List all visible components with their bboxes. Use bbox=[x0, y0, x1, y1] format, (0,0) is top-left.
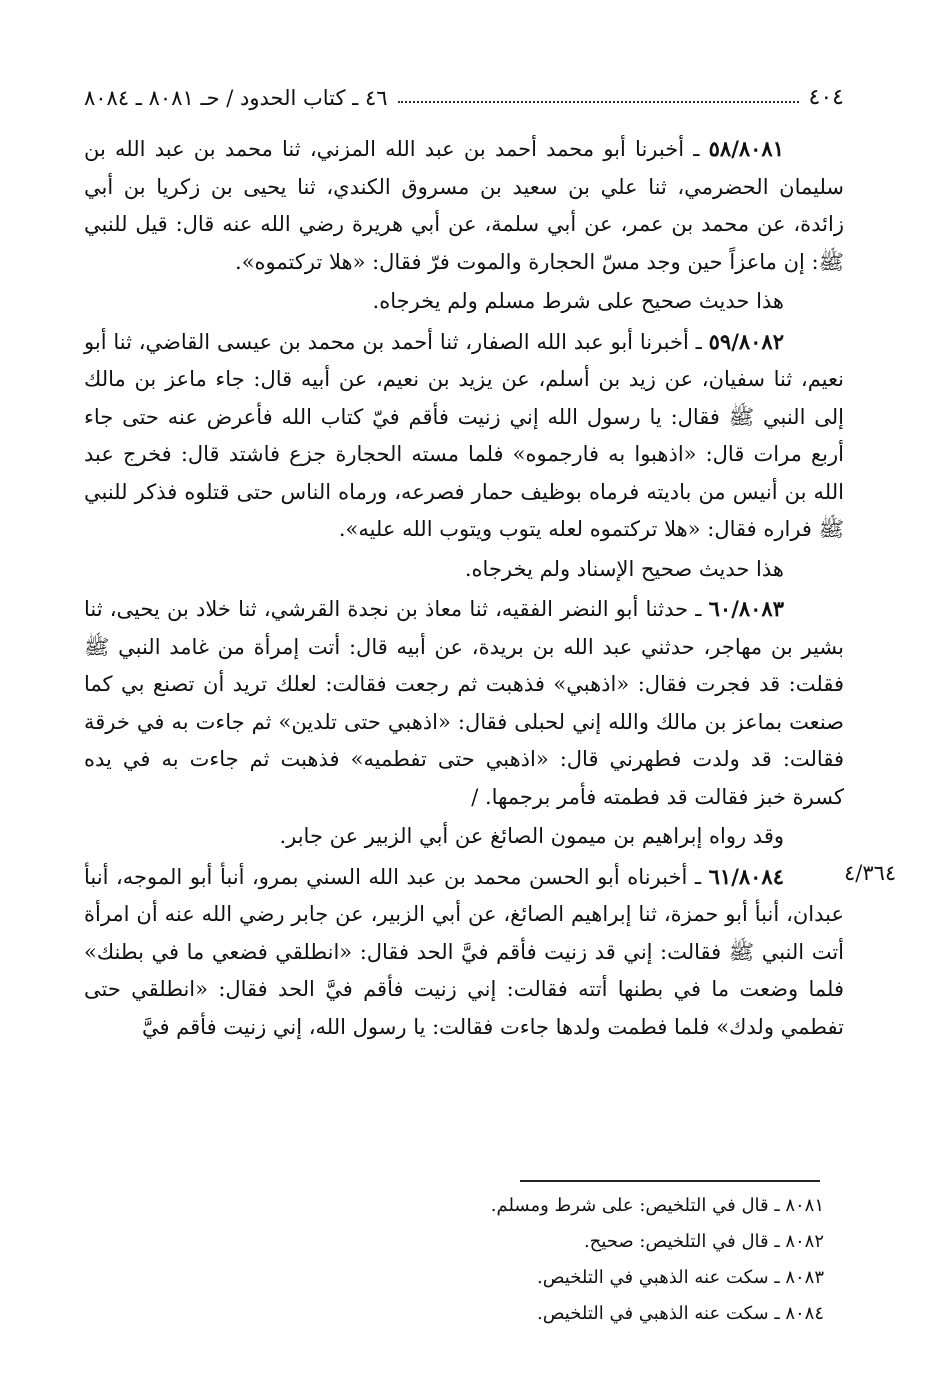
hadith-8083 bbox=[84, 590, 844, 816]
hadith-8084 bbox=[84, 858, 844, 1047]
hadith-text: ـ أخبرنا أبو عبد الله الصفار، ثنا أحمد بن محمد بن عيسى القاضي، ثنا أبو نعيم، ثنا سفيان، عن زيد بن أسلم، عن يزيد بن نعيم، عن أبيه قال: جاء ماعز بن مالك إلى النبي ﷺ فقال: يا رسول الله إني زنيت فأقم فيّ كتاب الله فأعرض عنه حتى جاء أربع مرات قال: «اذهبوا به فارجموه» فلما مسته الحجارة جزع فاشتد قال: فخرج عبد الله بن أنيس من باديته فرماه بوظيف حمار فصرعه، ورماه الناس حتى قتلوه فذكر للنبي ﷺ فراره فقال: «هلا تركتموه لعله يتوب ويتوب الله عليه». bbox=[84, 329, 844, 541]
main-text bbox=[84, 130, 844, 1046]
running-title: ٤٦ ـ كتاب الحدود / حـ ٨٠٨١ ـ ٨٠٨٤ bbox=[84, 86, 388, 110]
margin-page-reference: ٤/٣٦٤ bbox=[844, 861, 897, 885]
grading-text: هذا حديث صحيح على شرط مسلم ولم يخرجاه. bbox=[372, 289, 784, 313]
narration-note bbox=[84, 818, 844, 856]
footnote-8082: ٨٠٨٢ ـ قال في التلخيص: صحيح. bbox=[583, 1231, 824, 1252]
grading-note bbox=[84, 283, 844, 321]
hadith-number: ٦١/٨٠٨٤ bbox=[708, 863, 784, 889]
footnote-8081: ٨٠٨١ ـ قال في التلخيص: على شرط ومسلم. bbox=[490, 1195, 824, 1216]
hadith-number: ٥٩/٨٠٨٢ bbox=[708, 328, 784, 354]
footnote-8083: ٨٠٨٣ ـ سكت عنه الذهبي في التلخيص. bbox=[537, 1267, 824, 1288]
footnote-separator bbox=[520, 1180, 820, 1182]
footnote-8084: ٨٠٨٤ ـ سكت عنه الذهبي في التلخيص. bbox=[537, 1303, 824, 1324]
hadith-text: ـ حدثنا أبو النضر الفقيه، ثنا معاذ بن نجدة القرشي، ثنا خلاد بن يحيى، ثنا بشير بن مهاجر، حدثني عبد الله بن بريدة، عن أبيه قال: أتت إمرأة من غامد النبي ﷺ فقلت: قد فجرت فقال: «اذهبي» فذهبت ثم رجعت فقالت: لعلك تريد أن تصنع بي كما صنعت بماعز بن مالك والله إني لحبلى فقال: «اذهبي حتى تلدين» ثم جاءت به في خرقة فقالت: قد ولدت فطهرني قال: «اذهبي حتى تفطميه» فذهبت ثم جاءت به في يده كسرة خبز فقالت قد فطمته فأمر برجمها. / bbox=[84, 597, 844, 809]
hadith-8081 bbox=[84, 130, 844, 281]
header-dotted-leader bbox=[398, 101, 799, 103]
hadith-number: ٥٨/٨٠٨١ bbox=[708, 136, 784, 161]
narration-text: وقد رواه إبراهيم بن ميمون الصائغ عن أبي الزبير عن جابر. bbox=[279, 824, 784, 848]
footnotes bbox=[84, 1188, 824, 1332]
hadith-text: ـ أخبرناه أبو الحسن محمد بن عبد الله السني بمرو، أنبأ أبو الموجه، أنبأ عبدان، أنبأ أبو حمزة، ثنا إبراهيم الصائغ، عن أبي الزبير، عن جابر رضي الله عنه أن امرأة أتت النبي ﷺ فقالت: إني قد زنيت فأقم فيَّ الحد فقال: «انطلقي فضعي ما في بطنك» فلما وضعت ما في بطنها أتته فقالت: إني زنيت فأقم فيَّ الحد فقال: «انطلقي حتى تفطمي ولدك» فلما فطمت ولدها جاءت فقالت: يا رسول الله، إني زنيت فأقم فيَّ bbox=[84, 864, 844, 1039]
hadith-text: ـ أخبرنا أبو محمد أحمد بن عبد الله المزني، ثنا محمد بن عبد الله بن سليمان الحضرمي، ثنا علي بن سعيد بن مسروق الكندي، ثنا يحيى بن زكريا بن أبي زائدة، عن محمد بن عمر، عن أبي سلمة، عن أبي هريرة رضي الله عنه قال: قيل للنبي ﷺ: إن ماعزاً حين وجد مسّ الحجارة والموت فرّ فقال: «هلا تركتموه». bbox=[84, 137, 844, 274]
hadith-8082 bbox=[84, 323, 844, 549]
hadith-number: ٦٠/٨٠٨٣ bbox=[708, 596, 784, 621]
page-number: ٤٠٤ bbox=[808, 85, 844, 110]
grading-note bbox=[84, 551, 844, 589]
page-header bbox=[84, 80, 844, 116]
grading-text: هذا حديث صحيح الإسناد ولم يخرجاه. bbox=[464, 556, 784, 581]
